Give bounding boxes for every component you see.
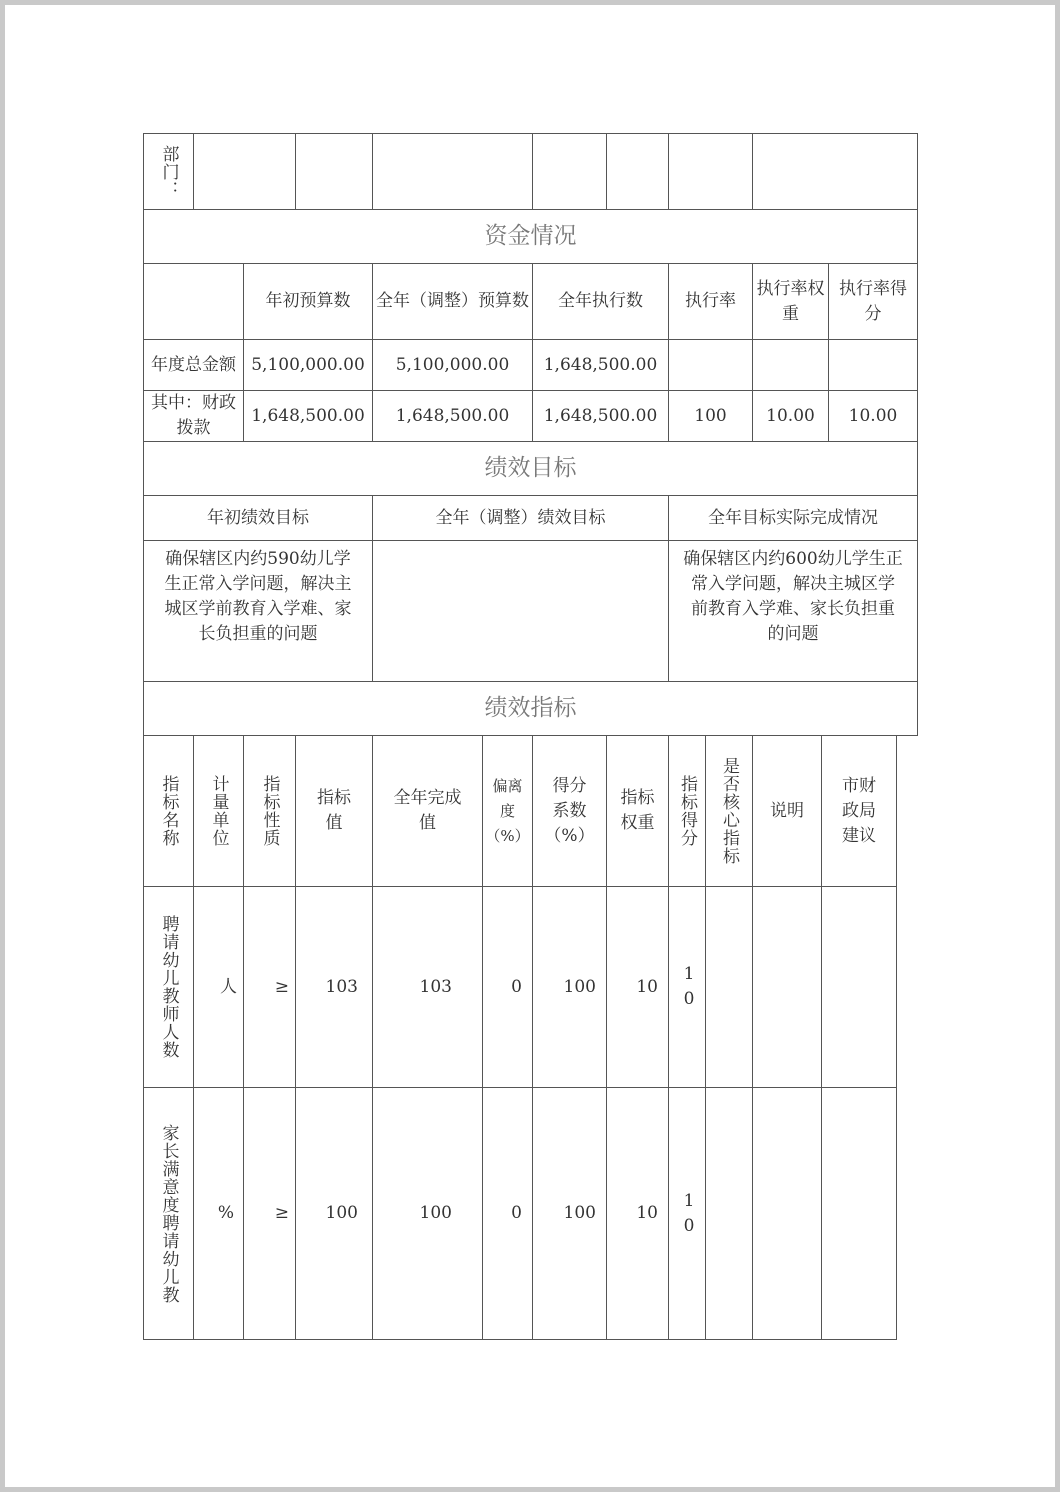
funds-cell: 1,648,500.00 bbox=[243, 390, 373, 442]
ind-header: 指标值 bbox=[295, 735, 373, 887]
blank-cell bbox=[606, 133, 669, 210]
ind-note bbox=[752, 886, 822, 1088]
funds-cell: 5,100,000.00 bbox=[372, 339, 533, 391]
ind-advice bbox=[821, 1087, 897, 1340]
funds-cell bbox=[752, 339, 829, 391]
funds-header: 年初预算数 bbox=[243, 263, 373, 340]
funds-header: 全年执行数 bbox=[532, 263, 669, 340]
ind-header: 是否核心指标 bbox=[705, 735, 753, 887]
ind-header: 指标名称 bbox=[143, 735, 194, 887]
ind-unit: % bbox=[193, 1087, 244, 1340]
ind-header: 市财政局建议 bbox=[821, 735, 897, 887]
funds-cell: 10.00 bbox=[828, 390, 918, 442]
ind-weight: 10 bbox=[606, 1087, 669, 1340]
ind-header: 全年完成值 bbox=[372, 735, 483, 887]
ind-weight: 10 bbox=[606, 886, 669, 1088]
ind-name: 聘请幼儿教师人数 bbox=[143, 886, 194, 1088]
ind-actual: 100 bbox=[372, 1087, 483, 1340]
section-heading-goals: 绩效目标 bbox=[143, 441, 918, 496]
ind-nature: ≥ bbox=[243, 886, 296, 1088]
ind-deviation: 0 bbox=[482, 886, 533, 1088]
ind-coef: 100 bbox=[532, 886, 607, 1088]
goals-header: 全年目标实际完成情况 bbox=[668, 495, 918, 541]
section-heading-indicators: 绩效指标 bbox=[143, 681, 918, 736]
ind-header: 计量单位 bbox=[193, 735, 244, 887]
funds-cell bbox=[828, 339, 918, 391]
ind-note bbox=[752, 1087, 822, 1340]
goal-actual-text: 确保辖区内约600幼儿学生正常入学问题，解决主城区学前教育入学难、家长负担重的问题 bbox=[668, 540, 918, 682]
ind-name: 家长满意度聘请幼儿教 bbox=[143, 1087, 194, 1340]
blank-cell bbox=[668, 133, 753, 210]
funds-cell: 5,100,000.00 bbox=[243, 339, 373, 391]
ind-header: 得分系数（%） bbox=[532, 735, 607, 887]
goals-header: 全年（调整）绩效目标 bbox=[372, 495, 669, 541]
funds-header: 执行率得分 bbox=[828, 263, 918, 340]
funds-cell: 1,648,500.00 bbox=[532, 339, 669, 391]
blank-cell bbox=[295, 133, 373, 210]
goal-adjusted-text bbox=[372, 540, 669, 682]
document-page bbox=[5, 5, 1055, 1487]
goals-header: 年初绩效目标 bbox=[143, 495, 373, 541]
ind-header: 指标权重 bbox=[606, 735, 669, 887]
ind-actual: 103 bbox=[372, 886, 483, 1088]
funds-cell: 1,648,500.00 bbox=[532, 390, 669, 442]
funds-header: 执行率 bbox=[668, 263, 753, 340]
funds-cell: 100 bbox=[668, 390, 753, 442]
blank-cell bbox=[532, 133, 607, 210]
blank-cell bbox=[752, 133, 918, 210]
ind-core bbox=[705, 1087, 753, 1340]
ind-header: 指标得分 bbox=[668, 735, 706, 887]
section-heading-funds: 资金情况 bbox=[143, 209, 918, 264]
blank-cell bbox=[143, 263, 244, 340]
dept-label: 部门： bbox=[143, 133, 194, 210]
ind-target: 100 bbox=[295, 1087, 373, 1340]
ind-target: 103 bbox=[295, 886, 373, 1088]
funds-cell bbox=[668, 339, 753, 391]
ind-core bbox=[705, 886, 753, 1088]
funds-cell: 10.00 bbox=[752, 390, 829, 442]
goal-initial-text: 确保辖区内约590幼儿学生正常入学问题，解决主城区学前教育入学难、家长负担重的问题 bbox=[143, 540, 373, 682]
ind-deviation: 0 bbox=[482, 1087, 533, 1340]
funds-header: 执行率权重 bbox=[752, 263, 829, 340]
funds-header: 全年（调整）预算数 bbox=[372, 263, 533, 340]
ind-score: 10 bbox=[668, 1087, 706, 1340]
ind-nature: ≥ bbox=[243, 1087, 296, 1340]
ind-header: 说明 bbox=[752, 735, 822, 887]
funds-row-label: 年度总金额 bbox=[143, 339, 244, 391]
funds-cell: 1,648,500.00 bbox=[372, 390, 533, 442]
blank-cell bbox=[193, 133, 296, 210]
funds-row-label: 其中：财政拨款 bbox=[143, 390, 244, 442]
ind-coef: 100 bbox=[532, 1087, 607, 1340]
blank-cell bbox=[372, 133, 533, 210]
ind-unit: 人 bbox=[193, 886, 244, 1088]
ind-header: 指标性质 bbox=[243, 735, 296, 887]
ind-score: 10 bbox=[668, 886, 706, 1088]
ind-header: 偏离度（%） bbox=[482, 735, 533, 887]
ind-advice bbox=[821, 886, 897, 1088]
